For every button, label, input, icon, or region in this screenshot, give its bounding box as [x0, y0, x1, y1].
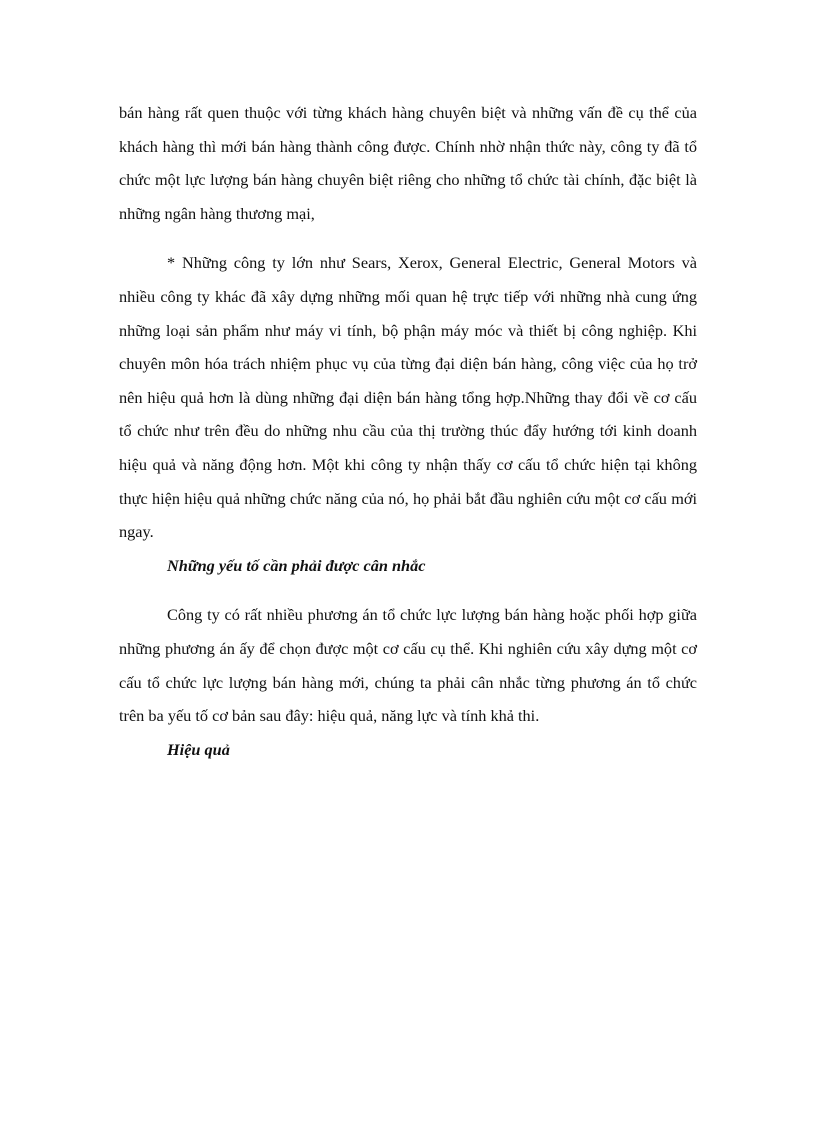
paragraph-1: bán hàng rất quen thuộc với từng khách hàng chuyên biệt và những vấn đề cụ thể của khách hàng thì mới bán hàng thành công được. Chính nhờ nhận thức này, công ty đã tổ chức một lực lượng bán hàng chuyên biệt riêng cho những tổ chức tài chính, đặc biệt là những ngân hàng thương mại, — [119, 103, 697, 223]
document-body — [119, 96, 697, 766]
paragraph-2: * Những công ty lớn như Sears, Xerox, General Electric, General Motors và nhiều công ty khác đã xây dựng những mối quan hệ trực tiếp với những nhà cung ứng những loại sản phẩm như máy vi tính, bộ phận máy móc và thiết bị công nghiệp. Khi chuyên môn hóa trách nhiệm phục vụ của từng đại diện bán hàng, công việc của họ trở nên hiệu quả hơn là dùng những đại diện bán hàng tổng hợp.Những thay đổi về cơ cấu tổ chức như trên đều do những nhu cầu của thị trường thúc đẩy hướng tới kinh doanh hiệu quả và năng động hơn. Một khi công ty nhận thấy cơ cấu tổ chức hiện tại không thực hiện hiệu quả những chức năng của nó, họ phải bắt đầu nghiên cứu một cơ cấu mới ngay. — [119, 253, 697, 542]
section-heading-efficiency: Hiệu quả — [167, 739, 230, 759]
section-heading-factors: Những yếu tố cần phải được cân nhắc — [167, 555, 426, 575]
paragraph-3: Công ty có rất nhiều phương án tổ chức lực lượng bán hàng hoặc phối hợp giữa những phương án ấy để chọn được một cơ cấu cụ thể. Khi nghiên cứu xây dựng một cơ cấu tổ chức lực lượng bán hàng mới, chúng ta phải cân nhắc từng phương án tổ chức trên ba yếu tố cơ bản sau đây: hiệu quả, năng lực và tính khả thi. — [119, 605, 697, 726]
